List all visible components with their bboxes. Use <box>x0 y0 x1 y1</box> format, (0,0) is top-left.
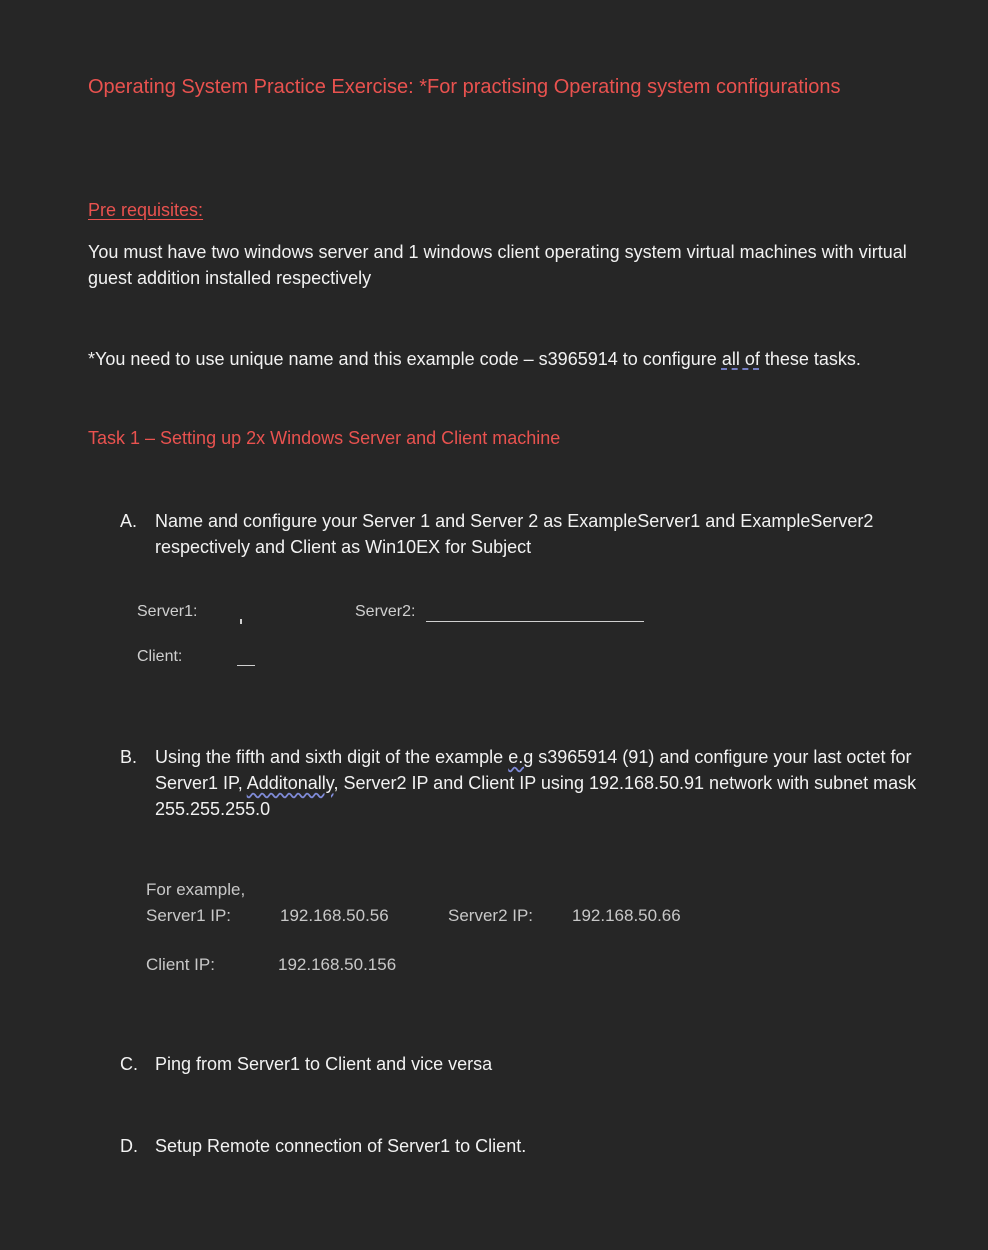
example-client-ip-label: Client IP: <box>146 955 215 974</box>
item-text: Ping from Server1 to Client and vice versa <box>155 1054 493 1074</box>
item-text: Setup Remote connection of Server1 to Client. <box>155 1136 527 1156</box>
item-b-text-eg: e.g <box>508 747 534 767</box>
example-server1-ip-label: Server1 IP: <box>146 906 232 925</box>
item-b-text-part2: s3965914 (91) and configure your last octet for Server1 IP, <box>155 747 912 793</box>
item-letter: D. <box>120 1136 138 1156</box>
example-heading: For example, <box>146 880 246 899</box>
task-item-c <box>120 1051 940 1077</box>
item-letter: C. <box>120 1054 138 1074</box>
item-text: Name and configure your Server 1 and Server 2 as ExampleServer1 and ExampleServer2 respectively and Client as Win10EX for Subject <box>155 511 874 557</box>
example-server2-ip-label: Server2 IP: <box>448 906 534 925</box>
note-text-underlined: all of <box>721 349 760 369</box>
note-text-end: these tasks. <box>759 349 861 369</box>
server1-blank <box>240 619 242 624</box>
prerequisites-text: You must have two windows server and 1 windows client operating system virtual machines with virtual guest addition installed respectively <box>88 242 907 288</box>
task1-heading: Task 1 – Setting up 2x Windows Server and Client machine <box>88 428 561 448</box>
task-item-a <box>120 508 940 560</box>
prerequisites-heading: Pre requisites: <box>88 200 204 220</box>
example-client-ip-value: 192.168.50.156 <box>278 955 397 974</box>
item-b-text-part1: Using the fifth and sixth digit of the example <box>155 747 509 767</box>
example-server1-ip-value: 192.168.50.56 <box>280 906 389 925</box>
task-item-d <box>120 1133 940 1159</box>
document-title: Operating System Practice Exercise: *For practising Operating system configurations <box>88 76 841 98</box>
item-b-text-part3: , Server2 IP and Client IP using 192.168.50.91 network with subnet mask 255.255.255.0 <box>155 773 917 819</box>
item-b-text-additonally: Additonally <box>246 773 334 793</box>
task-item-b <box>120 744 940 822</box>
item-text <box>155 744 940 822</box>
client-blank <box>237 665 255 666</box>
unique-code-note <box>88 346 861 372</box>
item-letter: A. <box>120 511 138 531</box>
server2-blank <box>426 621 644 622</box>
note-text-start: *You need to use unique name and this example code – s3965914 to configure <box>88 349 722 369</box>
server1-label: Server1: <box>137 603 198 620</box>
example-server2-ip-value: 192.168.50.66 <box>572 906 681 925</box>
client-label: Client: <box>137 648 183 665</box>
item-letter: B. <box>120 747 138 767</box>
server2-label: Server2: <box>355 603 416 620</box>
